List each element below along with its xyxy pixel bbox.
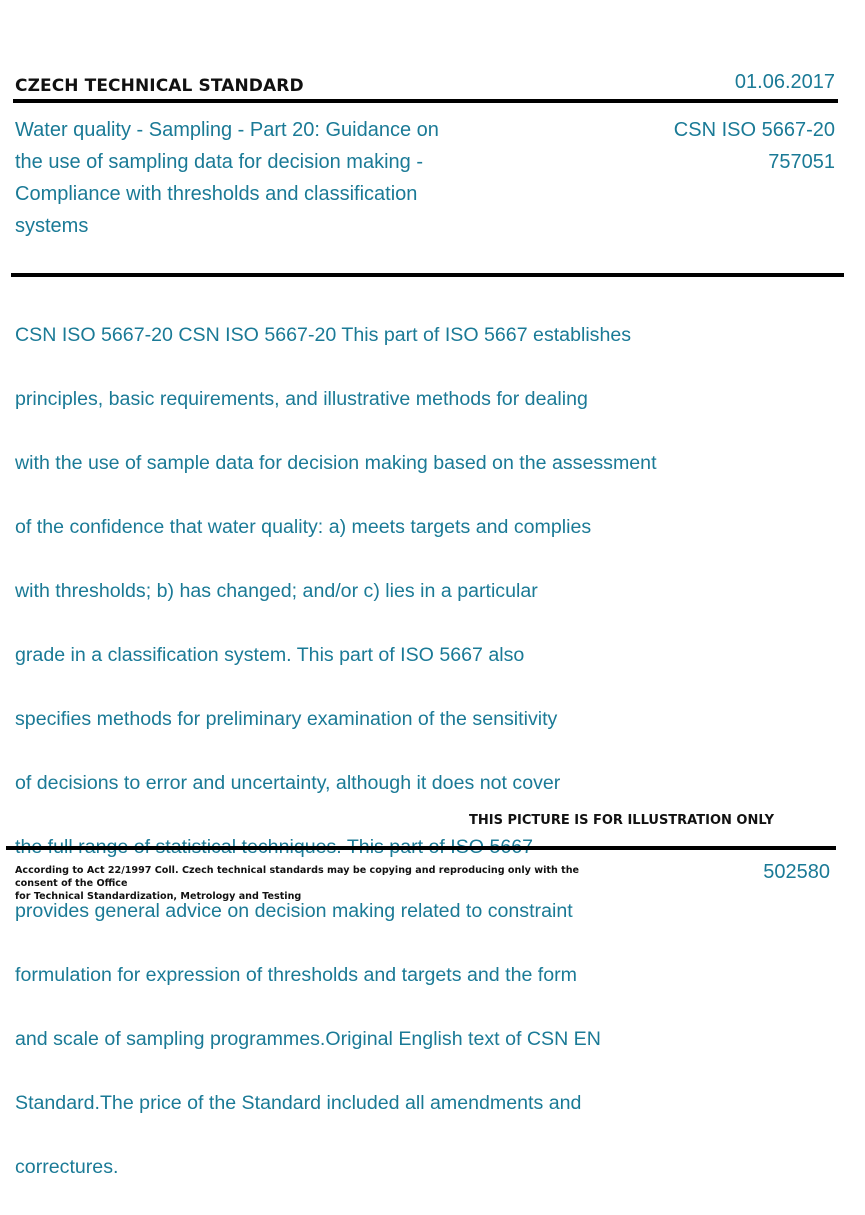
legal-notice-line: for Technical Standardization, Metrology and Testing — [15, 891, 302, 902]
abstract-text — [15, 287, 731, 1215]
standard-category-heading: CZECH TECHNICAL STANDARD — [15, 76, 304, 96]
abstract-line: Standard.The price of the Standard included all amendments and — [15, 1092, 582, 1114]
class-number: 757051 — [768, 151, 835, 173]
document-id: 502580 — [763, 861, 830, 883]
abstract-line: CSN ISO 5667-20 CSN ISO 5667-20 This part of ISO 5667 establishes — [15, 324, 632, 346]
document-title: Water quality - Sampling - Part 20: Guidance on the use of sampling data for decision making - Compliance with thresholds and classification systems — [15, 119, 439, 237]
publication-date: 01.06.2017 — [734, 71, 835, 93]
abstract-line: specifies methods for preliminary examination of the sensitivity — [15, 708, 558, 730]
abstract-line: provides general advice on decision making related to constraint — [15, 900, 573, 922]
document-code-block — [674, 114, 835, 178]
title-divider — [11, 273, 844, 277]
legal-notice-line: According to Act 22/1997 Coll. Czech technical standards may be copying and reproducing only with the consent of the Office — [15, 865, 580, 889]
abstract-line: and scale of sampling programmes.Original English text of CSN EN — [15, 1028, 601, 1050]
abstract-line: with thresholds; b) has changed; and/or c) lies in a particular — [15, 580, 538, 602]
standard-code: CSN ISO 5667-20 — [673, 119, 835, 141]
footer-divider — [6, 846, 836, 850]
header-divider — [13, 99, 838, 103]
legal-notice — [15, 864, 615, 903]
abstract-line: of decisions to error and uncertainty, although it does not cover — [15, 772, 561, 794]
abstract-line: principles, basic requirements, and illustrative methods for dealing — [15, 388, 588, 410]
abstract-line: correctures. — [15, 1156, 119, 1178]
abstract-line: grade in a classification system. This part of ISO 5667 also — [15, 644, 525, 666]
abstract-line: formulation for expression of thresholds and targets and the form — [15, 964, 577, 986]
abstract-line: of the confidence that water quality: a) meets targets and complies — [15, 516, 592, 538]
abstract-line: with the use of sample data for decision making based on the assessment — [15, 452, 657, 474]
illustration-note: THIS PICTURE IS FOR ILLUSTRATION ONLY — [469, 813, 774, 828]
